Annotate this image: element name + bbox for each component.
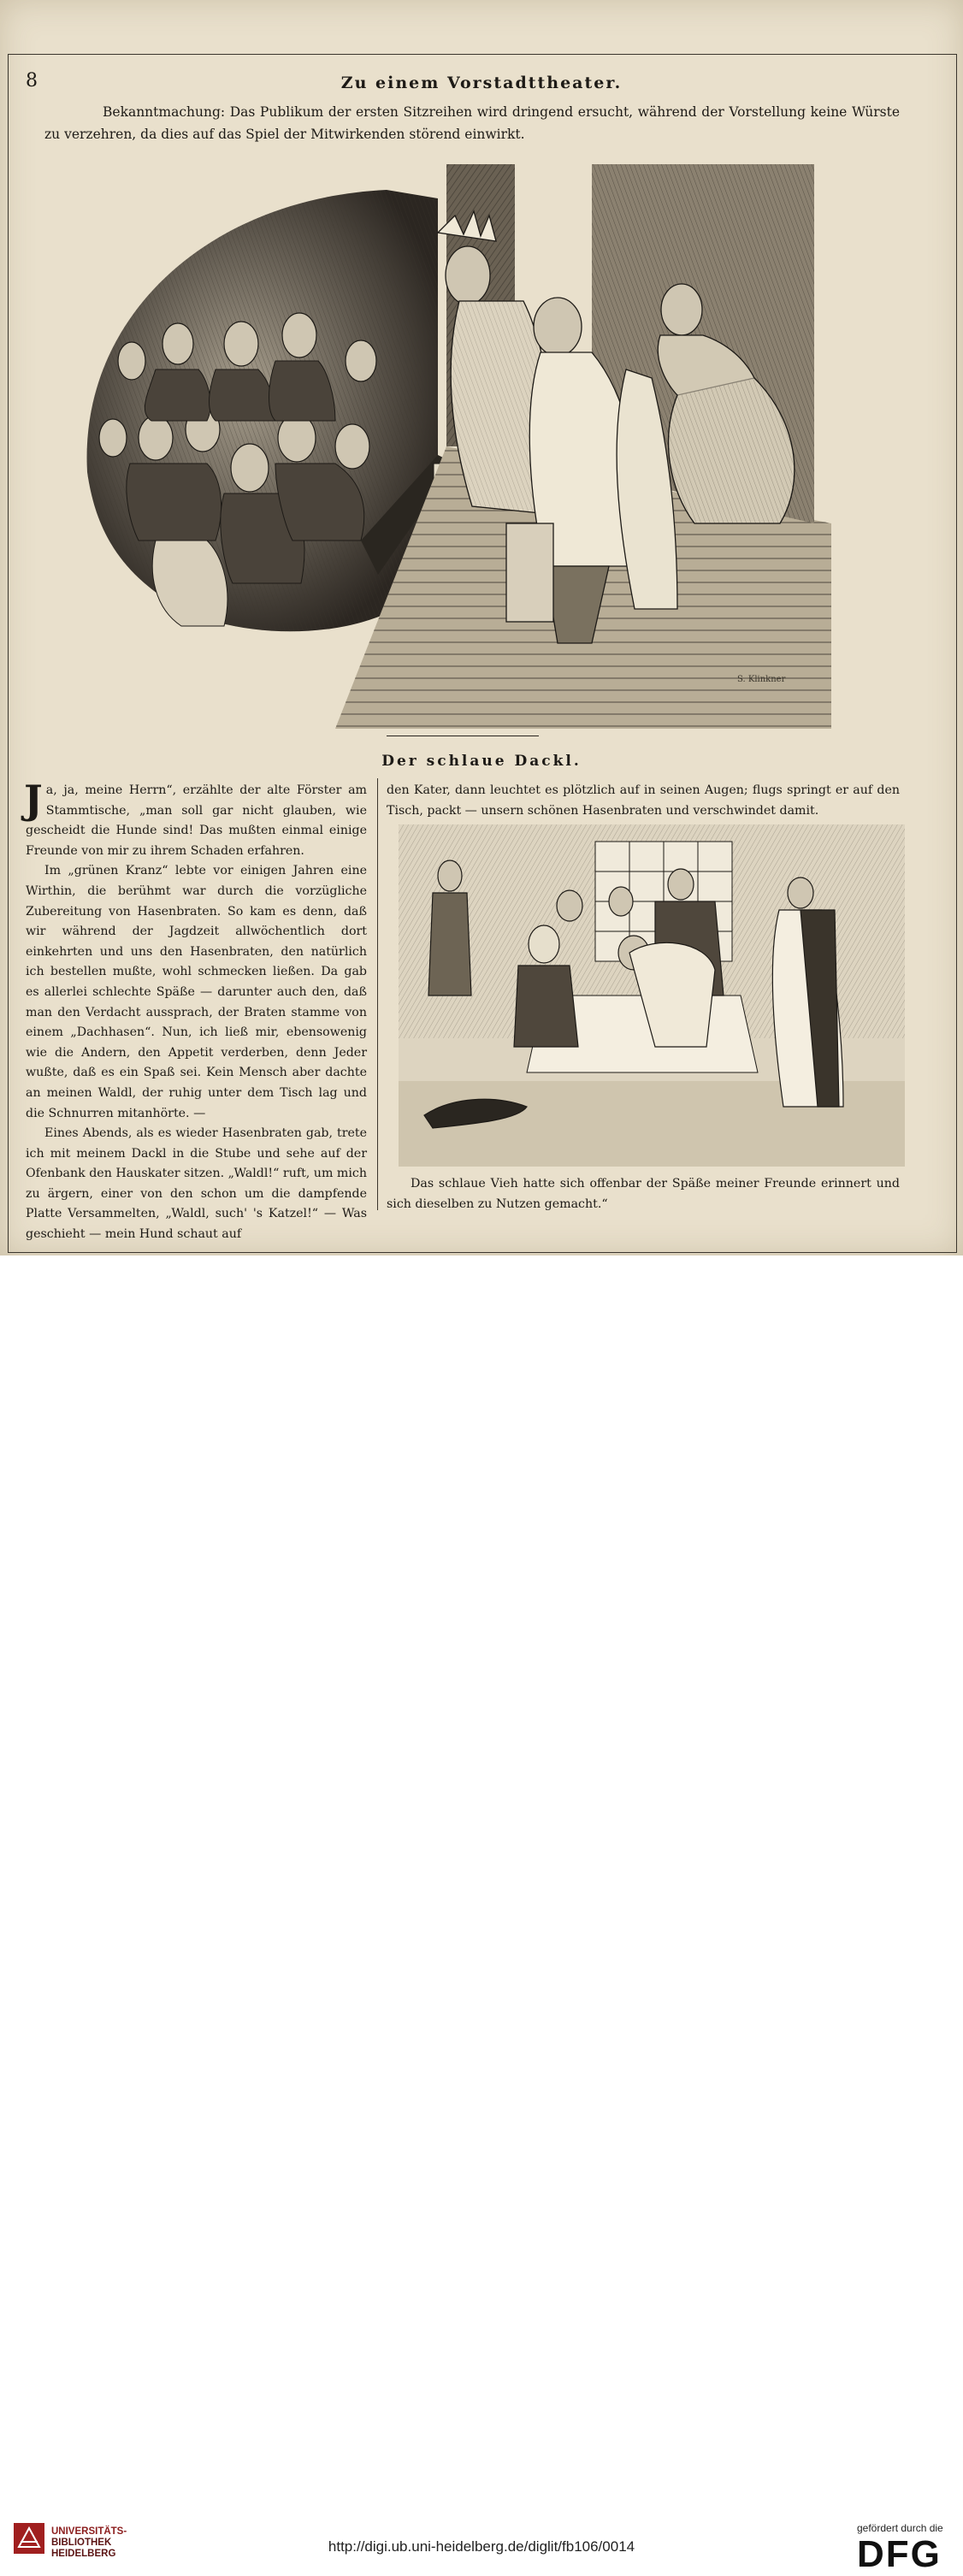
- right-column: [387, 781, 900, 821]
- left-column: [24, 777, 367, 1245]
- theater-engraving: [79, 164, 831, 729]
- library-line-1: UNIVERSITÄTS-: [51, 2526, 127, 2537]
- dfg-logo: DFG: [857, 2533, 942, 2575]
- funding-label: gefördert durch die: [857, 2522, 943, 2534]
- tavern-engraving: [399, 824, 905, 1167]
- theater-illustration: [79, 164, 831, 729]
- library-line-3: HEIDELBERG: [51, 2549, 116, 2559]
- artist-signature: S. Klinkner: [737, 675, 786, 684]
- paragraph-3: Eines Abends, als es wieder Hasenbraten gab, trete ich mit meinem Dackl in die Stube und sehe auf der Ofenbank den Hauskater sitzen. „Waldl!“ ruft, um mich zu ärgern, einer von den schon um die dampfende Platte Versammelten, „Waldl, such' 's Katzel!“ — Was geschieht — mein Hund schaut auf: [26, 1126, 367, 1242]
- right-paragraph: den Kater, dann leuchtet es plötzlich auf in seinen Augen; flugs springt er auf den Tisch, packt — unsern schönen Hasenbraten und verschwindet damit.: [387, 783, 900, 818]
- running-head: Zu einem Vorstadttheater.: [340, 74, 623, 92]
- paragraph-1-text: a, ja, meine Herrn“, erzählte der alte Förster am Stammtische, „man soll gar nicht glauben, wie gescheidt die Hunde sind! Das mußten einmal einige Freunde von mir zu ihrem Schaden erfahren.: [26, 783, 367, 858]
- page-number: 8: [26, 70, 38, 92]
- notice-text: Bekanntmachung: Das Publikum der ersten Sitzreihen wird dringend ersucht, während der Vorstellung keine Würste zu verzehren, da dies auf das Spiel der Mitwirkenden störend einwirkt.: [44, 104, 900, 142]
- paragraph-2: Im „grünen Kranz“ lebte vor einigen Jahren eine Wirthin, die berühmt war durch die vorzügliche Zubereitung von Hasenbraten. So kam es denn, daß wir während der Jagdzeit allwöchentlich dort einkehrten und uns den Hasenbraten, den natürlich ich bestellen mußte, wohl schmecken ließen. Da gab es allerlei schlechte Späße — darunter auch den, daß man den Verdacht aussprach, der Braten stamme von einem „Dachhasen“. Nun, ich ließ mir, ebensowenig wie die Andern, den Appetit verderben, denn Jeder wußte, daß es ein Spaß sei. Kein Mensch aber dachte an meinen Waldl, der ruhig unter dem Tisch lag und die Schnurren mitanhörte. —: [26, 864, 367, 1120]
- scanned-page: [0, 0, 963, 1256]
- closing-paragraph: Das schlaue Vieh hatte sich offenbar der Späße meiner Freunde erinnert und sich dieselben zu Nutzen gemacht.“: [387, 1177, 900, 1211]
- tavern-illustration: [399, 824, 905, 1167]
- library-line-2: BIBLIOTHEK: [51, 2538, 112, 2548]
- paragraph-1: [24, 777, 367, 861]
- drop-cap: J: [24, 777, 43, 823]
- article-title: Der schlaue Dackl.: [381, 753, 582, 770]
- footer-bar: [0, 1256, 963, 2575]
- column-divider: [377, 778, 378, 1210]
- permalink-url[interactable]: http://digi.ub.uni-heidelberg.de/diglit/fb106/0014: [328, 2538, 635, 2555]
